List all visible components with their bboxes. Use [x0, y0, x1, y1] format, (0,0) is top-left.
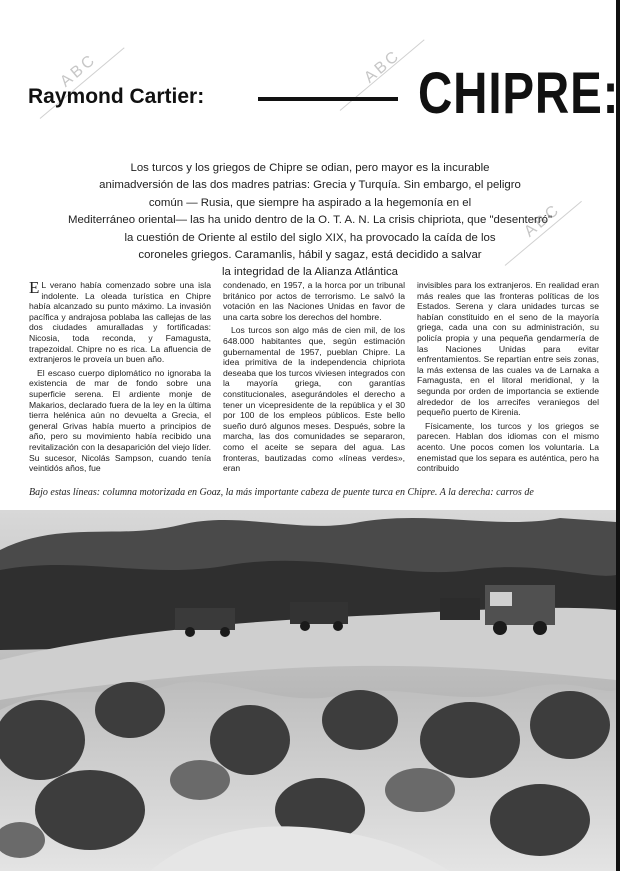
- article-body: [29, 280, 599, 476]
- paragraph-text: L verano había comenzado sobre una isla indolente. La oleada turística en Chipre había alcanzado su punto máximo. La invasión pacífica y andrajosa poblaba las callejas de las dos ciudades amuralladas y fortificadas: Nicosia, toda reconda, y Famagusta, trapezoidal. Chipre no es rica. La afluencia de extranjeros le proveía un buen año.: [29, 280, 211, 365]
- article-column-2: [223, 280, 405, 476]
- paragraph: Los turcos son algo más de cien mil, de los 648.000 habitantes que, según estimación gubernamental de 1957, pueblan Chipre. La idea primitiva de la independencia chipriota deseaba que los turcos viviesen integrados con la mayoría griega, con garantías constitucionales, asegurándoles el derecho a tener un vicepresidente de la república y el 30 por 100 de los empleos públicos. Este bello sueño duró algunos meses. Después, sobre la marcha, las dos comunidades se separaron, como el aceite se separa del agua. Las fronteras, bautizadas como «líneas verdes», eran: [223, 325, 405, 474]
- watermark-abc: ABC: [57, 50, 101, 91]
- article-lede: [40, 160, 580, 282]
- photo-caption: Bajo estas líneas: columna motorizada en Goaz, la más importante cabeza de puente turca en Chipre. A la derecha: carros de: [29, 487, 534, 498]
- article-column-1: [29, 280, 211, 476]
- watermark-abc: ABC: [521, 200, 565, 241]
- lede-line: Mediterráneo oriental— las ha unido dentro de la O. T. A. N. La crisis chipriota, que "desenterró": [67, 214, 552, 227]
- drop-cap: E: [29, 280, 40, 297]
- paragraph: Físicamente, los turcos y los griegos se parecen. Hablan dos idiomas con el mismo acento. Une pocos comen los voluntaria. La enemistad que los separa es auténtica, pero ha contribuido: [417, 420, 599, 474]
- paragraph: invisibles para los extranjeros. En realidad eran más reales que las fronteras políticas de los Estados. Serena y clara unidades turcas se habían constituido en el seno de la mayoría griega, cada una con su administración, su policía propia y una pequeña gendarmería de las Naciones Unidas para evitar enfrentamientos. Se repartían entre seis zonas, la más extensa de las cuales va de Larnaka a Famagusta, en el litoral meridional, y la segunda por orden de importancia se extiende alrededor de los arrecifes veraniegos del pequeño puerto de Kirenia.: [417, 280, 599, 418]
- paragraph: condenado, en 1957, a la horca por un tribunal británico por actos de terrorismo. Le salvó la votación en las Naciones Unidas en favor de una carta sobre los derechos del hombre.: [223, 280, 405, 322]
- watermark-abc: ABC: [361, 46, 405, 87]
- lede-line: animadversión de las dos madres patrias: Grecia y Turquía. Sin embargo, el peligro: [99, 179, 521, 192]
- lede-line: Los turcos y los griegos de Chipre se odian, pero mayor es la incurable: [130, 162, 490, 174]
- lede-line: coroneles griegos. Caramanlis, hábil y sagaz, está decidido a salvar: [138, 249, 482, 262]
- lede-line: la integridad de la Alianza Atlántica: [221, 266, 399, 279]
- lede-line: común — Rusia, que siempre ha aspirado a la hegemonía en el: [148, 196, 472, 209]
- title-dash-rule: [258, 97, 398, 101]
- photo-motorized-column: [0, 510, 616, 871]
- article-column-3: [417, 280, 599, 476]
- lede-line: la cuestión de Oriente al estilo del siglo XIX, ha provocado la caída de los: [124, 231, 496, 244]
- paragraph: [29, 280, 211, 365]
- author-name: Raymond Cartier:: [28, 85, 205, 108]
- paragraph: El escaso cuerpo diplomático no ignoraba la existencia de mar de fondo sobre una superficie serena. El ardiente monje de Makarios, declarado fuera de la ley en la última tierra helénica aún no devuelta a Grecia, el general Grivas había muerto a principios de año, pero su movimiento había recibido una revitalización con la desaparición del viejo líder. Su sucesor, Nicolás Sampson, cuando tenía veintidós años, fue: [29, 367, 211, 474]
- article-title: CHIPRE:: [418, 61, 620, 126]
- page-edge-rule: [616, 0, 620, 871]
- photo-illustration: [0, 510, 616, 871]
